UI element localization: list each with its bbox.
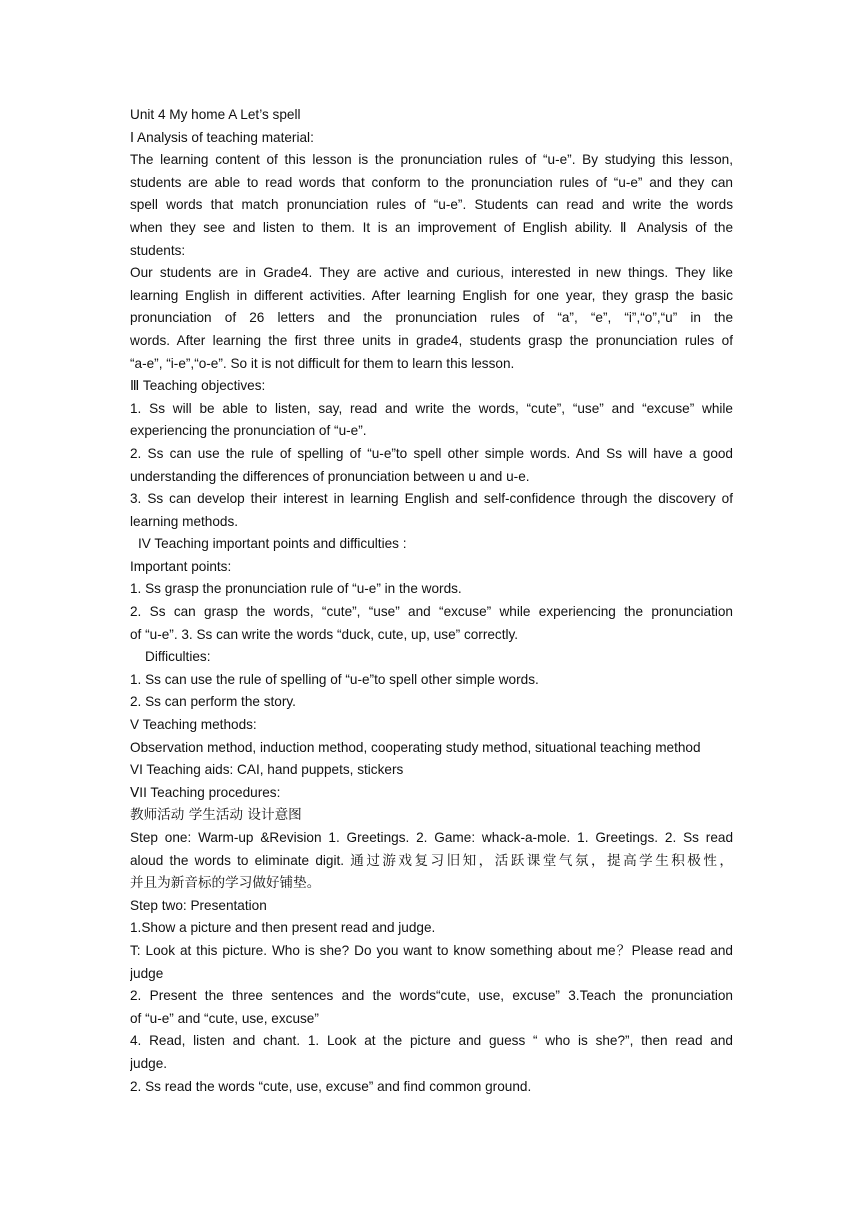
text-line: judge <box>130 965 164 981</box>
text-line: T: Look at this picture. Who is she? Do you want to know something about me？Please read and <box>130 942 733 958</box>
text-line: Our students are in Grade4. They are active and curious, interested in new things. They like <box>130 265 733 281</box>
heading-important-points: IV Teaching important points and difficulties : <box>138 536 407 552</box>
text-line: experiencing the pronunciation of “u-e”. <box>130 423 367 439</box>
text-line: students are able to read words that conform to the pronunciation rules of “u-e” and they can <box>130 174 733 190</box>
text-line: 2. Ss can perform the story. <box>130 694 296 710</box>
text-line: understanding the differences of pronunciation between u and u-e. <box>130 468 530 484</box>
text-line: 1. Ss will be able to listen, say, read and write the words, “cute”, “use” and “excuse” while <box>130 400 733 416</box>
text-line: spell words that match pronunciation rules of “u-e”. Students can read and write the words <box>130 197 733 213</box>
text-line: Step one: Warm-up &Revision 1. Greetings. 2. Game: whack-a-mole. 1. Greetings. 2. Ss read <box>130 830 733 845</box>
text-line: 2. Present the three sentences and the words“cute, use, excuse” 3.Teach the pronunciation <box>130 988 733 1004</box>
heading-procedures: ⅤII Teaching procedures: <box>130 784 281 800</box>
table-header-cn: 教师活动 学生活动 设计意图 <box>130 807 302 824</box>
doc-title: Unit 4 My home A Let’s spell <box>130 107 301 122</box>
text-line: 3. Ss can develop their interest in learning English and self-confidence through the discovery of <box>130 491 733 507</box>
text-line: 2. Ss read the words “cute, use, excuse” and find common ground. <box>130 1078 532 1094</box>
text-line: when they see and listen to them. It is an improvement of English ability. Ⅱ Analysis of the <box>130 219 733 235</box>
document-body <box>130 104 733 1098</box>
heading-difficulties: Difficulties: <box>145 649 211 665</box>
text-line: learning methods. <box>130 513 239 529</box>
text-line: 1.Show a picture and then present read and judge. <box>130 920 436 936</box>
heading-analysis-material: Ⅰ Analysis of teaching material: <box>130 129 314 145</box>
text-line: Important points: <box>130 558 232 574</box>
heading-objectives: Ⅲ Teaching objectives: <box>130 378 266 394</box>
text-line: aloud the words to eliminate digit. 通过游戏复习旧知，活跃课堂气氛，提高学生积极性， <box>130 852 733 868</box>
text-line: 4. Read, listen and chant. 1. Look at the picture and guess “ who is she?”, then read and <box>130 1033 733 1049</box>
text-line-cn: 并且为新音标的学习做好铺垫。 <box>130 875 321 892</box>
heading-step-two: Step two: Presentation <box>130 897 267 913</box>
text-line: learning English in different activities. After learning English for one year, they grasp the basic <box>130 287 733 303</box>
text-line: “a-e”, “i-e”,“o-e”. So it is not difficult for them to learn this lesson. <box>130 355 515 371</box>
text-line: pronunciation of 26 letters and the pronunciation rules of “a”, “e”, “i”,“o”,“u” in the <box>130 310 733 326</box>
text-line: 2. Ss can grasp the words, “cute”, “use” and “excuse” while experiencing the pronunciation <box>130 604 733 620</box>
text-line: 2. Ss can use the rule of spelling of “u-e”to spell other simple words. And Ss will have a good <box>130 445 733 461</box>
heading-aids: VI Teaching aids: CAI, hand puppets, stickers <box>130 762 404 778</box>
text-line: 1. Ss can use the rule of spelling of “u-e”to spell other simple words. <box>130 671 539 687</box>
text-line: of “u-e”. 3. Ss can write the words “duck, cute, up, use” correctly. <box>130 626 519 642</box>
text-line: Observation method, induction method, cooperating study method, situational teaching method <box>130 739 701 755</box>
heading-methods: V Teaching methods: <box>130 717 257 733</box>
text-line: words. After learning the first three units in grade4, students grasp the pronunciation rules of <box>130 332 733 348</box>
text-line: 1. Ss grasp the pronunciation rule of “u-e” in the words. <box>130 581 462 597</box>
text-line: judge. <box>130 1055 168 1071</box>
text-line: students: <box>130 242 186 258</box>
text-line: The learning content of this lesson is the pronunciation rules of “u-e”. By studying this lesson, <box>130 152 733 168</box>
text-line: of “u-e” and “cute, use, excuse” <box>130 1010 319 1026</box>
